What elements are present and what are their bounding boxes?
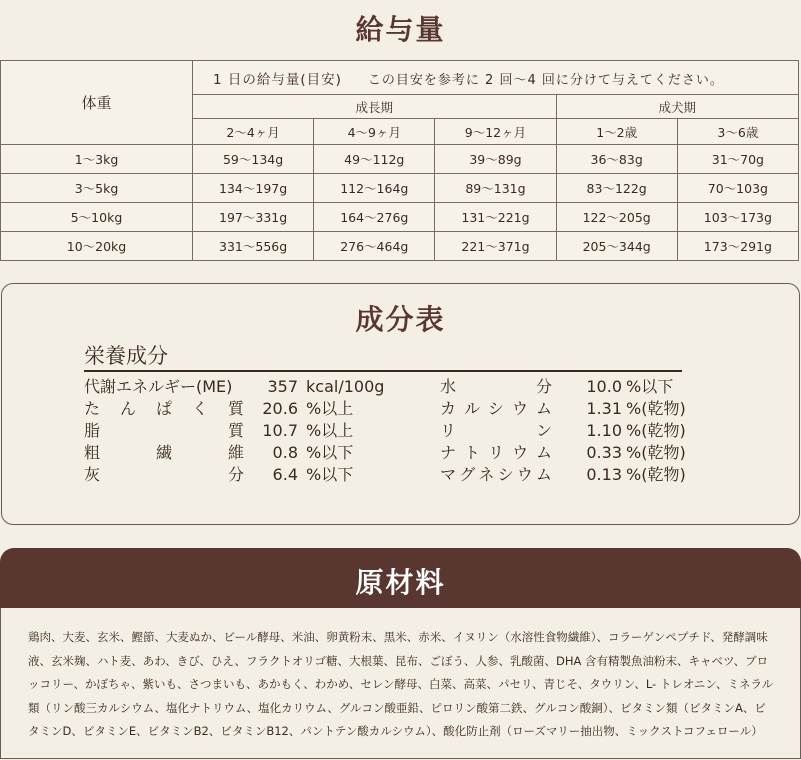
nutrient-value: 0.33 <box>586 443 622 462</box>
feeding-note-main: 1 日の給与量(目安) <box>213 71 342 88</box>
nutrition-divider <box>84 370 682 372</box>
nutrient-label-text: 粗繊維 <box>84 443 244 462</box>
age-header: 4〜9ヶ月 <box>314 119 435 145</box>
amount-cell: 134〜197g <box>193 174 314 203</box>
nutrient-value: 0.13 <box>586 465 622 484</box>
age-header: 1〜2歳 <box>556 119 677 145</box>
amount-cell: 131〜221g <box>435 203 556 232</box>
amount-cell: 83〜122g <box>556 174 677 203</box>
amount-cell: 164〜276g <box>314 203 435 232</box>
nutrient-value: 1.31 <box>586 399 622 418</box>
feeding-note <box>193 61 799 95</box>
nutrient-label <box>84 420 244 442</box>
nutrient-unit: %以上 <box>306 421 354 440</box>
nutrition-subtitle: 栄養成分 <box>84 344 168 368</box>
nutrient-unit: %(乾物) <box>626 399 686 418</box>
nutrient-label <box>84 442 244 464</box>
nutrient-label-text: 水分 <box>440 377 552 396</box>
amount-cell: 59〜134g <box>193 145 314 174</box>
amount-cell: 103〜173g <box>677 203 798 232</box>
nutrient-label-text: カルシウム <box>440 399 552 418</box>
amount-cell: 36〜83g <box>556 145 677 174</box>
amount-cell: 89〜131g <box>435 174 556 203</box>
ingredients-text: 鶏肉、大麦、玄米、鰹節、大麦ぬか、ビール酵母、米油、卵黄粉末、黒米、赤米、イヌリン（水溶性食物繊維）、コラーゲンペプチド、発酵調味液、玄米麹、ハト麦、あわ、きび、ひえ、フラクトオリゴ糖、大根葉、昆布、ごぼう、人参、乳酸菌、DHA 含有精製魚油粉末、キャベツ、ブロッコリー、かぼちゃ、紫いも、さつまいも、あかもく、わかめ、セレン酵母、白菜、高菜、パセリ、青じそ、タウリン、L- トレオニン、ミネラル類（リン酸三カルシウム、塩化ナトリウム、塩化カリウム、グルコン酸亜鉛、ピロリン酸第二鉄、グルコン酸銅）、ビタミン類（ビタミンA、ビタミンD、ビタミンE、ビタミンB2、ビタミンB12、パントテン酸カルシウム）、酸化防止剤（ローズマリー抽出物、ミックストコフェロール） <box>28 630 774 738</box>
nutrient-label-text: たんぱく質 <box>84 399 244 418</box>
age-header: 9〜12ヶ月 <box>435 119 556 145</box>
age-header: 3〜6歳 <box>677 119 798 145</box>
table-row <box>1 232 799 261</box>
group-growth: 成長期 <box>193 95 557 119</box>
nutrient-value: 10.7 <box>262 421 298 440</box>
nutrient-label <box>440 398 552 420</box>
nutrient-label <box>440 376 552 398</box>
weight-cell: 10〜20kg <box>1 232 193 261</box>
nutrient-unit: %以上 <box>306 399 354 418</box>
amount-cell: 70〜103g <box>677 174 798 203</box>
nutrient-value: 1.10 <box>586 421 622 440</box>
nutrient-label <box>440 420 552 442</box>
nutrient-unit: kcal/100g <box>306 377 385 396</box>
feeding-table <box>0 60 799 261</box>
amount-cell: 221〜371g <box>435 232 556 261</box>
nutrient-unit: %以下 <box>306 443 354 462</box>
nutrient-value: 10.0 <box>586 377 622 396</box>
nutrition-title: 成分表 <box>355 303 446 336</box>
weight-cell: 1〜3kg <box>1 145 193 174</box>
table-row <box>1 145 799 174</box>
nutrient-unit: %以下 <box>626 377 674 396</box>
amount-cell: 276〜464g <box>314 232 435 261</box>
feeding-title: 給与量 <box>355 13 446 46</box>
amount-cell: 205〜344g <box>556 232 677 261</box>
nutrient-label-text: 脂質 <box>84 421 244 440</box>
nutrient-value: 0.8 <box>272 443 298 462</box>
nutrient-label-text: マグネシウム <box>440 465 552 484</box>
amount-cell: 197〜331g <box>193 203 314 232</box>
nutrient-label <box>440 442 552 464</box>
nutrient-unit: %(乾物) <box>626 421 686 440</box>
age-header: 2〜4ヶ月 <box>193 119 314 145</box>
table-row <box>1 174 799 203</box>
amount-cell: 173〜291g <box>677 232 798 261</box>
nutrient-unit: %(乾物) <box>626 443 686 462</box>
amount-cell: 122〜205g <box>556 203 677 232</box>
group-adult: 成犬期 <box>556 95 798 119</box>
amount-cell: 39〜89g <box>435 145 556 174</box>
nutrient-value: 6.4 <box>272 465 298 484</box>
nutrient-label: 代謝エネルギー(ME) <box>84 377 233 396</box>
nutrient-unit: %(乾物) <box>626 465 686 484</box>
nutrient-value: 357 <box>267 377 298 396</box>
nutrient-label <box>84 464 244 486</box>
weight-cell: 5〜10kg <box>1 203 193 232</box>
nutrient-label <box>84 398 244 420</box>
feeding-note-sub: この目安を参考に 2 回〜4 回に分けて与えてください。 <box>367 72 724 88</box>
amount-cell: 49〜112g <box>314 145 435 174</box>
nutrient-label-text: リン <box>440 421 552 440</box>
amount-cell: 31〜70g <box>677 145 798 174</box>
table-row <box>1 203 799 232</box>
nutrient-label-text: ナトリウム <box>440 443 552 462</box>
nutrient-unit: %以下 <box>306 465 354 484</box>
weight-header: 体重 <box>1 61 193 145</box>
amount-cell: 112〜164g <box>314 174 435 203</box>
nutrient-value: 20.6 <box>262 399 298 418</box>
nutrient-label <box>440 464 552 486</box>
nutrient-label-text: 灰分 <box>84 465 244 484</box>
amount-cell: 331〜556g <box>193 232 314 261</box>
ingredients-title: 原材料 <box>355 566 446 599</box>
weight-cell: 3〜5kg <box>1 174 193 203</box>
